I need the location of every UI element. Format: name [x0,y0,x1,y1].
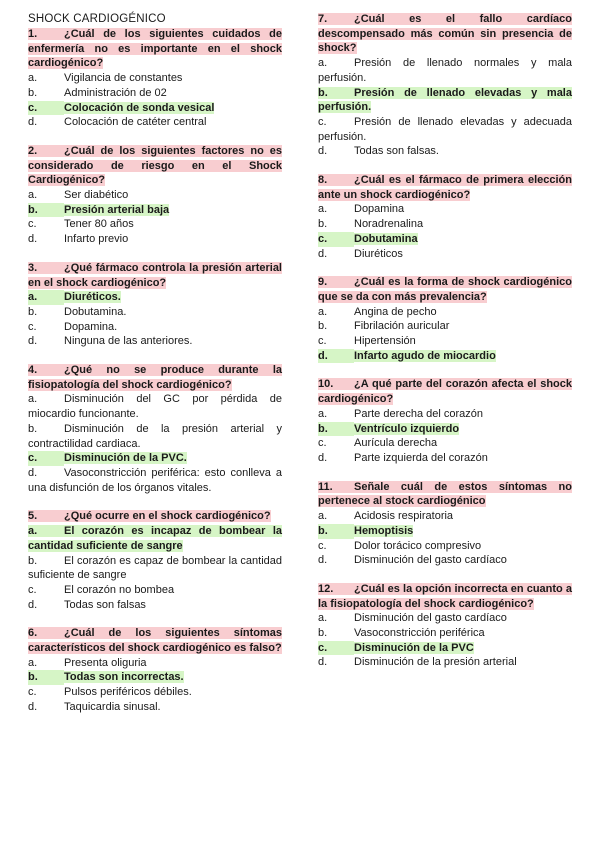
option-text: Disminución de la presión arterial [354,656,517,669]
question-text: 8. ¿Cuál es el fármaco de primera elección ante un shock cardiogénico? [318,174,572,201]
option-text: Presión de llenado elevadas y adecuada perfusión. [318,115,572,143]
option-letter: c. [318,641,354,656]
option-text: Disminución de la PVC [354,641,474,654]
option-letter: a. [318,305,328,318]
answer-option [28,217,282,232]
question-text: 9. ¿Cuál es la forma de shock cardiogénico que se da con más prevalencia? [318,276,572,303]
option-letter: d. [318,451,328,464]
correct-answer-option [28,203,282,218]
option-letter: c. [318,539,327,552]
option-letter: c. [318,437,327,450]
answer-option [318,407,572,422]
question-9 [318,275,572,363]
answer-option [318,217,572,232]
question-6 [28,626,282,714]
answer-option [318,115,572,144]
option-text: Vasoconstricción periférica: esto conlleva a una disfunción de los órganos vitales. [28,466,282,494]
option-text: Administración de 02 [64,86,167,99]
option-text: Fibrilación auricular [354,320,450,333]
option-text: Infarto agudo de miocardio [354,349,496,362]
option-letter: a. [28,393,38,406]
correct-answer-option [28,670,282,685]
option-letter: d. [28,233,38,246]
answer-option [318,436,572,451]
answer-option [28,232,282,247]
question-number: 11. [318,480,333,493]
correct-answer-option [318,86,572,115]
option-text: Taquicardia sinusal. [64,700,161,713]
question-3 [28,261,282,349]
option-text: Acidosis respiratoria [354,510,454,523]
option-text: Angina de pecho [354,305,437,318]
option-letter: d. [28,116,38,129]
correct-answer-option [28,101,282,116]
option-text: Disminución del gasto cardíaco [354,612,507,625]
option-letter: b. [28,305,38,318]
question-11 [318,480,572,568]
option-letter: b. [28,670,64,685]
question-number: 1. [28,28,38,40]
question-7 [318,12,572,159]
option-letter: c. [28,583,37,596]
option-text: El corazón es incapaz de bombear la cantidad suficiente de sangre [28,525,282,552]
correct-answer-option [318,641,572,656]
option-letter: b. [28,203,64,218]
option-text: Infarto previo [64,233,129,246]
answer-option [28,334,282,349]
answer-option [28,71,282,86]
question-text: 6. ¿Cuál de los siguientes síntomas característicos del shock cardiogénico es falso? [28,627,282,655]
answer-option [318,509,572,524]
option-text: Dolor torácico compresivo [354,539,482,552]
correct-answer-option [318,422,572,437]
option-letter: a. [318,407,328,420]
answer-option [28,320,282,335]
option-text: El corazón es capaz de bombear la cantidad suficiente de sangre [28,554,282,582]
question-text: 4. ¿Qué no se produce durante la fisiopatología del shock cardiogénico? [28,364,282,391]
answer-option [28,700,282,715]
correct-answer-option [28,451,282,466]
option-letter: b. [28,554,38,567]
option-letter: c. [28,686,37,699]
option-text: Disminución del gasto cardíaco [354,554,507,567]
answer-option [28,422,282,451]
question-text: 10. ¿A qué parte del corazón afecta el shock cardiogénico? [318,378,572,406]
question-1 [28,27,282,130]
answer-option [318,626,572,641]
answer-option [318,553,572,568]
question-text: 12. ¿Cuál es la opción incorrecta en cuanto a la fisiopatología del shock cardiogénico? [318,582,572,610]
option-text: Ventrículo izquierdo [354,422,460,435]
answer-option [318,144,572,159]
question-number: 7. [318,13,328,25]
answer-option [318,247,572,262]
option-letter: d. [318,349,354,364]
option-letter: d. [28,335,38,348]
answer-option [318,56,572,85]
option-text: Vigilancia de constantes [64,72,183,85]
question-number: 10. [318,378,334,391]
answer-option [28,554,282,583]
correct-answer-option [318,232,572,247]
question-2 [28,144,282,247]
option-text: Todas son incorrectas. [64,671,184,684]
answer-option [28,305,282,320]
answer-option [28,656,282,671]
option-letter: c. [28,218,37,231]
correct-answer-option [318,524,572,539]
question-text: 2. ¿Cuál de los siguientes factores no es considerado de riesgo en el Shock Cardiogénico? [28,144,282,187]
option-text: Hipertensión [354,335,416,348]
option-letter: c. [28,451,64,466]
option-text: Tener 80 años [64,218,134,231]
option-letter: a. [318,203,328,216]
option-text: Pulsos periféricos débiles. [64,686,192,699]
option-text: Dobutamina [354,232,418,245]
left-column [28,12,282,729]
answer-option [318,305,572,320]
question-text: 7. ¿Cuál es el fallo cardíaco descompensado más común sin presencia de shock? [318,13,572,55]
option-letter: d. [28,598,38,611]
option-letter: d. [28,700,38,713]
option-text: Diuréticos. [64,291,121,304]
option-letter: c. [28,320,37,333]
question-number: 9. [318,276,328,289]
answer-option [318,539,572,554]
question-12 [318,582,572,670]
option-text: Vasoconstricción periférica [354,627,485,640]
answer-option [28,598,282,613]
option-text: Ninguna de las anteriores. [64,335,193,348]
option-text: Presenta oliguria [64,656,147,669]
question-number: 3. [28,261,38,274]
option-letter: c. [318,232,354,247]
option-text: Colocación de sonda vesical [64,101,215,114]
option-letter: b. [318,86,328,99]
right-column [318,12,572,684]
option-letter: d. [318,554,328,567]
answer-option [318,319,572,334]
answer-option [28,188,282,203]
document-title: SHOCK CARDIOGÉNICO [28,13,166,25]
answer-option [28,583,282,598]
answer-option [28,466,282,495]
option-text: Ser diabético [64,189,129,202]
option-letter: d. [318,145,328,158]
option-letter: c. [318,335,327,348]
option-letter: c. [318,115,327,128]
option-letter: b. [28,86,38,99]
option-text: Disminución de la PVC. [64,452,187,465]
option-text: Presión arterial baja [64,203,170,216]
answer-option [28,115,282,130]
question-10 [318,377,572,465]
question-5 [28,509,282,612]
option-text: Noradrenalina [354,218,424,231]
option-text: Aurícula derecha [354,437,438,450]
option-text: Parte izquierda del corazón [354,451,488,464]
option-text: Disminución del GC por pérdida de miocardio funcionante. [28,393,282,421]
question-text: 5. ¿Qué ocurre en el shock cardiogénico? [28,510,271,523]
option-letter: d. [318,656,328,669]
option-text: El corazón no bombea [64,583,175,596]
correct-answer-option [318,349,572,364]
option-letter: a. [28,189,38,202]
answer-option [28,392,282,421]
option-letter: a. [318,510,328,523]
option-letter: b. [318,320,328,333]
option-text: Todas son falsas [64,598,146,611]
answer-option [318,611,572,626]
question-text: 11. Señale cuál de estos síntomas no pertenece al stock cardiogénico [318,480,572,508]
option-text: Presión de llenado elevadas y mala perfusión. [318,86,572,114]
question-text: 3. ¿Qué fármaco controla la presión arterial en el shock cardiogénico? [28,261,282,289]
option-letter: a. [28,656,38,669]
option-text: Presión de llenado normales y mala perfusión. [318,57,572,84]
question-text: 1. ¿Cuál de los siguientes cuidados de enfermería no es importante en el shock cardiogénico? [28,28,282,70]
option-text: Dopamina [354,203,405,216]
option-text: Colocación de catéter central [64,116,207,129]
question-number: 6. [28,627,38,640]
option-text: Disminución de la presión arterial y contractilidad cardiaca. [28,422,282,450]
option-letter: a. [318,612,328,625]
option-letter: b. [318,524,354,539]
option-text: Dopamina. [64,320,118,333]
question-number: 4. [28,364,38,377]
option-letter: b. [28,422,38,435]
question-number: 2. [28,144,38,157]
correct-answer-option [28,524,282,553]
option-text: Todas son falsas. [354,145,439,158]
answer-option [28,86,282,101]
option-letter: b. [318,218,328,231]
option-text: Hemoptisis [354,524,414,537]
option-text: Dobutamina. [64,305,127,318]
answer-option [318,655,572,670]
question-4 [28,363,282,495]
option-text: Diuréticos [354,247,403,260]
answer-option [318,451,572,466]
question-number: 5. [28,510,38,523]
option-letter: c. [28,101,64,116]
question-number: 12. [318,582,334,595]
answer-option [318,334,572,349]
option-letter: b. [318,627,328,640]
option-text: Parte derecha del corazón [354,407,484,420]
question-8 [318,173,572,261]
option-letter: d. [318,247,328,260]
correct-answer-option [28,290,282,305]
option-letter: a. [28,290,64,305]
answer-option [318,202,572,217]
option-letter: a. [318,57,328,70]
option-letter: a. [28,525,38,538]
option-letter: d. [28,466,38,479]
answer-option [28,685,282,700]
question-number: 8. [318,174,328,187]
option-letter: b. [318,422,354,437]
option-letter: a. [28,72,38,85]
